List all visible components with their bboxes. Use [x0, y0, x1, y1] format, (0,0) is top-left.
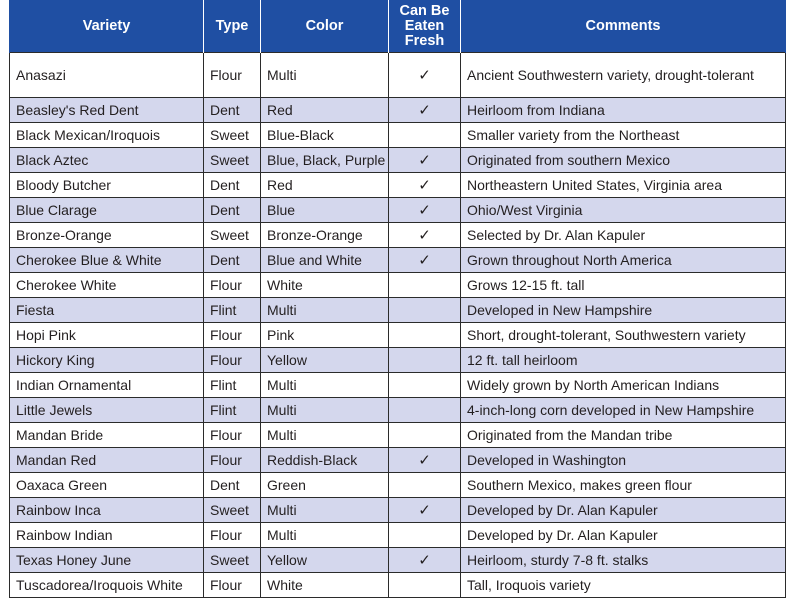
table-row — [10, 198, 786, 223]
fresh-check-cell — [389, 298, 461, 323]
type-cell: Sweet — [204, 148, 261, 173]
fresh-check-cell — [389, 273, 461, 298]
table-row — [10, 98, 786, 123]
variety-cell: Oaxaca Green — [10, 473, 204, 498]
header-comments: Comments — [461, 0, 786, 53]
color-cell: Yellow — [261, 348, 389, 373]
table-row — [10, 123, 786, 148]
type-cell: Dent — [204, 248, 261, 273]
variety-cell: Blue Clarage — [10, 198, 204, 223]
variety-cell: Cherokee White — [10, 273, 204, 298]
comments-cell: Widely grown by North American Indians — [461, 373, 786, 398]
table-row — [10, 53, 786, 98]
table-row — [10, 298, 786, 323]
color-cell: Blue and White — [261, 248, 389, 273]
fresh-check-cell: ✓ — [389, 98, 461, 123]
fresh-check-cell — [389, 473, 461, 498]
comments-cell: Originated from southern Mexico — [461, 148, 786, 173]
type-cell: Flint — [204, 373, 261, 398]
comments-cell: Developed by Dr. Alan Kapuler — [461, 523, 786, 548]
type-cell: Flour — [204, 323, 261, 348]
type-cell: Flour — [204, 273, 261, 298]
header-row — [10, 0, 786, 53]
color-cell: Blue, Black, Purple — [261, 148, 389, 173]
variety-cell: Fiesta — [10, 298, 204, 323]
color-cell: White — [261, 573, 389, 598]
table-row — [10, 398, 786, 423]
comments-cell: Developed in Washington — [461, 448, 786, 473]
comments-cell: Selected by Dr. Alan Kapuler — [461, 223, 786, 248]
type-cell: Flint — [204, 298, 261, 323]
variety-cell: Black Mexican/Iroquois — [10, 123, 204, 148]
comments-cell: Developed in New Hampshire — [461, 298, 786, 323]
color-cell: Reddish-Black — [261, 448, 389, 473]
header-can-be-eaten-fresh: Can Be Eaten Fresh — [389, 0, 461, 53]
variety-cell: Cherokee Blue & White — [10, 248, 204, 273]
header-color: Color — [261, 0, 389, 53]
fresh-check-cell — [389, 523, 461, 548]
comments-cell: 4-inch-long corn developed in New Hampshire — [461, 398, 786, 423]
fresh-check-cell — [389, 123, 461, 148]
table-row — [10, 273, 786, 298]
comments-cell: Heirloom, sturdy 7-8 ft. stalks — [461, 548, 786, 573]
table-row — [10, 448, 786, 473]
color-cell: Multi — [261, 423, 389, 448]
type-cell: Dent — [204, 173, 261, 198]
type-cell: Flour — [204, 573, 261, 598]
table-row — [10, 373, 786, 398]
type-cell: Flour — [204, 448, 261, 473]
comments-cell: 12 ft. tall heirloom — [461, 348, 786, 373]
comments-cell: Short, drought-tolerant, Southwestern variety — [461, 323, 786, 348]
table-row — [10, 473, 786, 498]
type-cell: Sweet — [204, 123, 261, 148]
fresh-check-cell: ✓ — [389, 248, 461, 273]
header-variety: Variety — [10, 0, 204, 53]
table-body — [10, 53, 786, 598]
color-cell: Multi — [261, 298, 389, 323]
table-row — [10, 148, 786, 173]
variety-cell: Indian Ornamental — [10, 373, 204, 398]
comments-cell: Heirloom from Indiana — [461, 98, 786, 123]
comments-cell: Smaller variety from the Northeast — [461, 123, 786, 148]
fresh-check-cell — [389, 573, 461, 598]
variety-cell: Mandan Bride — [10, 423, 204, 448]
table-row — [10, 348, 786, 373]
variety-cell: Rainbow Inca — [10, 498, 204, 523]
fresh-check-cell: ✓ — [389, 173, 461, 198]
variety-cell: Bronze-Orange — [10, 223, 204, 248]
variety-cell: Rainbow Indian — [10, 523, 204, 548]
type-cell: Sweet — [204, 498, 261, 523]
fresh-check-cell: ✓ — [389, 53, 461, 98]
color-cell: White — [261, 273, 389, 298]
variety-cell: Hickory King — [10, 348, 204, 373]
table-row — [10, 573, 786, 598]
header-type: Type — [204, 0, 261, 53]
table-row — [10, 423, 786, 448]
comments-cell: Grown throughout North America — [461, 248, 786, 273]
table-row — [10, 523, 786, 548]
table-row — [10, 498, 786, 523]
fresh-check-cell: ✓ — [389, 548, 461, 573]
color-cell: Pink — [261, 323, 389, 348]
type-cell: Flour — [204, 523, 261, 548]
comments-cell: Tall, Iroquois variety — [461, 573, 786, 598]
variety-cell: Mandan Red — [10, 448, 204, 473]
fresh-check-cell — [389, 423, 461, 448]
comments-cell: Ohio/West Virginia — [461, 198, 786, 223]
fresh-check-cell — [389, 398, 461, 423]
table-row — [10, 223, 786, 248]
comments-cell: Developed by Dr. Alan Kapuler — [461, 498, 786, 523]
table-row — [10, 548, 786, 573]
type-cell: Sweet — [204, 548, 261, 573]
fresh-check-cell: ✓ — [389, 498, 461, 523]
table-row — [10, 248, 786, 273]
type-cell: Dent — [204, 473, 261, 498]
comments-cell: Grows 12-15 ft. tall — [461, 273, 786, 298]
type-cell: Flint — [204, 398, 261, 423]
variety-cell: Tuscadorea/Iroquois White — [10, 573, 204, 598]
color-cell: Multi — [261, 523, 389, 548]
color-cell: Multi — [261, 498, 389, 523]
comments-cell: Northeastern United States, Virginia area — [461, 173, 786, 198]
comments-cell: Southern Mexico, makes green flour — [461, 473, 786, 498]
type-cell: Flour — [204, 53, 261, 98]
variety-cell: Texas Honey June — [10, 548, 204, 573]
type-cell: Dent — [204, 198, 261, 223]
color-cell: Blue — [261, 198, 389, 223]
type-cell: Flour — [204, 423, 261, 448]
corn-varieties-table — [9, 0, 786, 598]
fresh-check-cell: ✓ — [389, 448, 461, 473]
color-cell: Multi — [261, 53, 389, 98]
type-cell: Flour — [204, 348, 261, 373]
fresh-check-cell: ✓ — [389, 198, 461, 223]
color-cell: Red — [261, 173, 389, 198]
variety-cell: Anasazi — [10, 53, 204, 98]
type-cell: Sweet — [204, 223, 261, 248]
fresh-check-cell — [389, 323, 461, 348]
fresh-check-cell — [389, 373, 461, 398]
color-cell: Red — [261, 98, 389, 123]
color-cell: Multi — [261, 398, 389, 423]
type-cell: Dent — [204, 98, 261, 123]
variety-cell: Beasley's Red Dent — [10, 98, 204, 123]
variety-cell: Hopi Pink — [10, 323, 204, 348]
variety-cell: Bloody Butcher — [10, 173, 204, 198]
color-cell: Multi — [261, 373, 389, 398]
fresh-check-cell: ✓ — [389, 148, 461, 173]
color-cell: Bronze-Orange — [261, 223, 389, 248]
color-cell: Blue-Black — [261, 123, 389, 148]
table-row — [10, 173, 786, 198]
comments-cell: Originated from the Mandan tribe — [461, 423, 786, 448]
color-cell: Yellow — [261, 548, 389, 573]
fresh-check-cell: ✓ — [389, 223, 461, 248]
table-row — [10, 323, 786, 348]
variety-cell: Black Aztec — [10, 148, 204, 173]
variety-cell: Little Jewels — [10, 398, 204, 423]
fresh-check-cell — [389, 348, 461, 373]
color-cell: Green — [261, 473, 389, 498]
comments-cell: Ancient Southwestern variety, drought-tolerant — [461, 53, 786, 98]
